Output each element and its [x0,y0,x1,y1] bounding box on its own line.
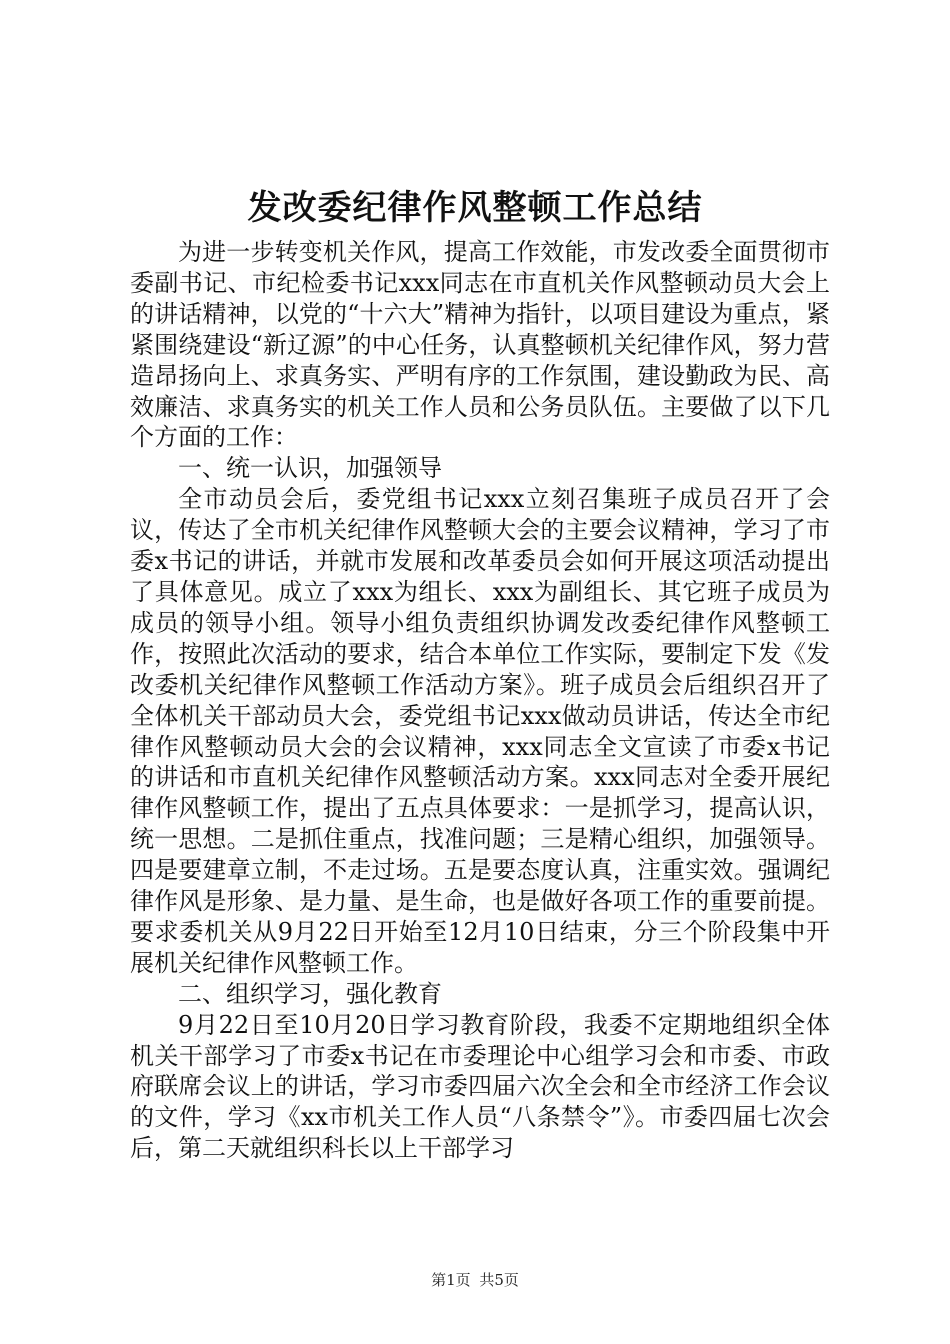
paragraph-section-1: 全市动员会后，委党组书记xxx立刻召集班子成员召开了会议，传达了全市机关纪律作风整顿大会的主要会议精神，学习了市委x书记的讲话，并就市发展和改革委员会如何开展这项活动提出了具体意见。成立了xxx为组长、xxx为副组长、其它班子成员为成员的领导小组。领导小组负责组织协调发改委纪律作风整顿工作，按照此次活动的要求，结合本单位工作实际，要制定下发《发改委机关纪律作风整顿工作活动方案》。班子成员会后组织召开了全体机关干部动员大会，委党组书记xxx做动员讲话，传达全市纪律作风整顿动员大会的会议精神，xxx同志全文宣读了市委x书记的讲话和市直机关纪律作风整顿活动方案。xxx同志对全委开展纪律作风整顿工作，提出了五点具体要求：一是抓学习，提高认识，统一思想。二是抓住重点，找准问题；三是精心组织，加强领导。四是要建章立制，不走过场。五是要态度认真，注重实效。强调纪律作风是形象、是力量、是生命，也是做好各项工作的重要前提。要求委机关从9月22日开始至12月10日结束，分三个阶段集中开展机关纪律作风整顿工作。 [130,485,830,977]
document-body [130,237,830,1164]
page-number: 第1页 [431,1271,471,1289]
section-heading-1: 一、统一认识，加强领导 [178,454,442,483]
paragraph-intro: 为进一步转变机关作风，提高工作效能，市发改委全面贯彻市委副书记、市纪检委书记xxx同志在市直机关作风整顿动员大会上的讲话精神，以党的“十六大”精神为指针，以项目建设为重点，紧紧围绕建设“新辽源”的中心任务，认真整顿机关纪律作风，努力营造昂扬向上、求真务实、严明有序的工作氛围，建设勤政为民、高效廉洁、求真务实的机关工作人员和公务员队伍。主要做了以下几个方面的工作： [130,238,830,452]
paragraph-section-2: 9月22日至10月20日学习教育阶段，我委不定期地组织全体机关干部学习了市委x书记在市委理论中心组学习会和市委、市政府联席会议上的讲话，学习市委四届六次全会和全市经济工作会议的文件，学习《xx市机关工作人员“八条禁令”》。市委四届七次会后，第二天就组织科长以上干部学习 [130,1010,830,1163]
section-heading-2: 二、组织学习，强化教育 [178,979,442,1008]
page-footer [0,1270,950,1290]
document-title: 发改委纪律作风整顿工作总结 [247,188,703,228]
page-total: 共5页 [479,1271,519,1289]
